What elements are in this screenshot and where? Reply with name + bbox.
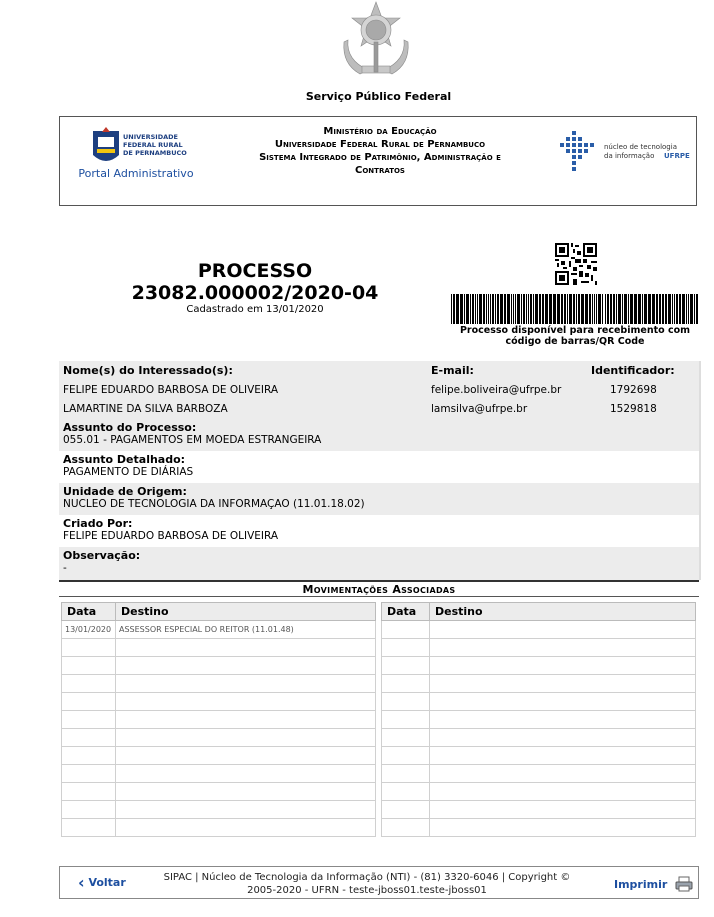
movimentacoes-table-left [61,602,376,837]
barcode-bar [500,294,503,324]
barcode-bar [488,294,489,324]
barcode-bar [672,294,673,324]
interessados-label: Nome(s) do Interessado(s): [63,364,233,377]
barcode-bar [668,294,671,324]
barcode-bar [492,294,494,324]
barcode-bar [526,294,527,324]
barcode-bar [602,294,603,324]
barcode-bar [594,294,595,324]
system-line-2: Contratos [355,165,405,176]
system-line: Sistema Integrado de Patrimônio, Administração e [259,152,501,163]
institution-header [59,116,697,206]
table-row [62,783,376,801]
barcode-bar [656,294,658,324]
section-divider [59,580,699,582]
ministry-line: Ministério da Educação [323,126,437,137]
barcode-bar [674,294,675,324]
barcode-bar [564,294,566,324]
barcode-bar [628,294,629,324]
barcode-bar [513,294,514,324]
table-row [62,675,376,693]
barcode-bar [557,294,560,324]
barcode-bar [456,294,459,324]
assunto-label: Assunto do Processo: [63,421,197,434]
barcode-bar [460,294,463,324]
voltar-label: Voltar [88,876,126,889]
barcode-bar [535,294,538,324]
barcode-bar [567,294,568,324]
process-label: PROCESSO [197,260,313,282]
section-divider [59,596,699,597]
barcode-bar [528,294,529,324]
row-date: 13/01/2020 [62,621,116,639]
barcode-bar [511,294,512,324]
barcode-caption: Processo disponível para recebimento com código de barras/QR Code [459,325,691,347]
table-row [382,765,696,783]
table-row [382,783,696,801]
process-number: 23082.000002/2020-04 [131,282,379,304]
table-row [382,729,696,747]
chevron-left-icon: ‹ [78,873,85,892]
observacao-label: Observação: [63,549,141,562]
footer-line-1: SIPAC | Núcleo de Tecnologia da Informação (NTI) - (81) 3320-6046 | Copyright © [163,872,571,883]
movimentacoes-table-right [381,602,696,837]
barcode-bar [682,294,685,324]
table-row [62,801,376,819]
barcode-bar [662,294,664,324]
barcode-bar [624,294,627,324]
email-label: E-mail: [431,364,474,377]
movimentacoes-title: Movimentações Associadas [302,583,456,596]
barcode-bar [490,294,491,324]
barcode-bar [652,294,655,324]
barcode-bar [613,294,615,324]
barcode-bar [573,294,575,324]
table-row [382,675,696,693]
barcode-bar [676,294,678,324]
col-header-destino: Destino [116,603,376,621]
process-info [59,361,701,580]
criado-por-value: FELIPE EDUARDO BARBOSA DE OLIVEIRA [63,530,279,542]
barcode-bar [549,294,552,324]
portal-label: Portal Administrativo [78,167,194,180]
footer-text [142,871,592,897]
table-row [382,657,696,675]
svg-text:FEDERAL RURAL: FEDERAL RURAL [123,141,183,149]
barcode-bar [686,294,687,324]
barcode-bar [451,294,452,324]
col-header-data: Data [382,603,430,621]
svg-text:UFRPE: UFRPE [664,152,690,160]
table-row [62,693,376,711]
barcode-bar [466,294,469,324]
barcode-bar [607,294,609,324]
barcode-bar [592,294,593,324]
barcode-bar [696,294,698,324]
barcode-bar [495,294,496,324]
barcode-bar [589,294,591,324]
barcode-bar [630,294,633,324]
barcode-bar [642,294,643,324]
interessado-name: LAMARTINE DA SILVA BARBOZA [63,403,228,415]
col-header-destino: Destino [430,603,696,621]
table-row [382,639,696,657]
table-row [382,819,696,837]
barcode-bar [679,294,681,324]
table-row [382,621,696,639]
barcode-bar [644,294,647,324]
row-destino: ASSESSOR ESPECIAL DO REITOR (11.01.48) [116,621,376,639]
barcode-bar [553,294,556,324]
barcode-bar [622,294,623,324]
barcode-bar [475,294,476,324]
footer-line-2: 2005-2020 - UFRN - teste-jboss01.teste-jboss01 [247,885,487,896]
table-row [382,747,696,765]
barcode-bar [634,294,637,324]
table-row [382,693,696,711]
barcode-bar [616,294,617,324]
table-row [62,711,376,729]
nti-logo [560,129,690,173]
imprimir-button[interactable] [614,876,693,892]
barcode-bar [610,294,612,324]
barcode-bar [569,294,572,324]
table-row [62,621,376,639]
ufrpe-logo [90,125,190,169]
university-line: Universidade Federal Rural de Pernambuco [274,139,486,150]
barcode-bar [533,294,534,324]
unidade-origem-label: Unidade de Origem: [63,485,187,498]
registration-date: Cadastrado em 13/01/2020 [186,304,324,315]
table-row [62,729,376,747]
barcode-bar [605,294,606,324]
barcode-bar [638,294,641,324]
barcode-bar [598,294,601,324]
assunto-detalhado-label: Assunto Detalhado: [63,453,186,466]
barcode-bar [486,294,487,324]
barcode-bar [545,294,548,324]
barcode-bar [585,294,588,324]
interessado-email: lamsilva@ufrpe.br [431,403,528,415]
unidade-origem-value: NUCLEO DE TECNOLOGIA DA INFORMAÇAO (11.01.18.02) [63,498,365,510]
assunto-detalhado-value: PAGAMENTO DE DIÁRIAS [63,466,194,478]
table-row [62,747,376,765]
table-row [62,765,376,783]
identificador-label: Identificador: [591,364,675,377]
assunto-value: 055.01 - PAGAMENTOS EM MOEDA ESTRANGEIRA [63,434,322,446]
barcode-bar [690,294,693,324]
interessado-id: 1529818 [610,403,657,415]
interessado-email: felipe.boliveira@ufrpe.br [431,384,562,396]
table-row [62,657,376,675]
barcode-bar [694,294,695,324]
barcode-bar [521,294,522,324]
barcode-bar [618,294,621,324]
barcode-bar [523,294,525,324]
barcode-icon [451,294,699,324]
ministry-block [200,125,560,177]
barcode-bar [530,294,532,324]
table-row [382,801,696,819]
voltar-button[interactable] [78,873,126,892]
barcode-bar [507,294,510,324]
barcode-bar [576,294,577,324]
barcode-bar [648,294,651,324]
barcode-bar [464,294,465,324]
barcode-bar [581,294,584,324]
barcode-bar [477,294,478,324]
barcode-bar [504,294,506,324]
table-row [62,639,376,657]
barcode-bar [470,294,471,324]
barcode-bar [515,294,516,324]
table-row [62,819,376,837]
barcode-bar [561,294,563,324]
qr-code-icon [555,243,597,285]
barcode-bar [539,294,541,324]
observacao-value: - [63,562,67,574]
barcode-bar [472,294,474,324]
service-title: Serviço Público Federal [305,90,452,103]
process-title-block [105,260,405,316]
svg-text:UNIVERSIDADE: UNIVERSIDADE [123,133,178,141]
barcode-bar [483,294,485,324]
barcode-bar [453,294,455,324]
barcode-bar [578,294,580,324]
barcode-bar [542,294,544,324]
barcode-bar [517,294,520,324]
footer-bar [59,866,699,899]
barcode-bar [665,294,667,324]
table-row [382,711,696,729]
barcode-bar [497,294,499,324]
interessado-id: 1792698 [610,384,657,396]
printer-icon [675,876,693,892]
imprimir-label: Imprimir [614,878,668,891]
barcode-bar [688,294,689,324]
barcode-bar [479,294,482,324]
brazil-coat-of-arms-icon [338,0,414,80]
barcode-bar [659,294,661,324]
svg-text:DE PERNAMBUCO: DE PERNAMBUCO [123,149,187,157]
svg-text:núcleo de tecnologia: núcleo de tecnologia [604,143,677,151]
svg-text:da informação: da informação [604,152,655,160]
col-header-data: Data [62,603,116,621]
barcode-bar [596,294,597,324]
criado-por-label: Criado Por: [63,517,133,530]
interessado-name: FELIPE EDUARDO BARBOSA DE OLIVEIRA [63,384,279,396]
